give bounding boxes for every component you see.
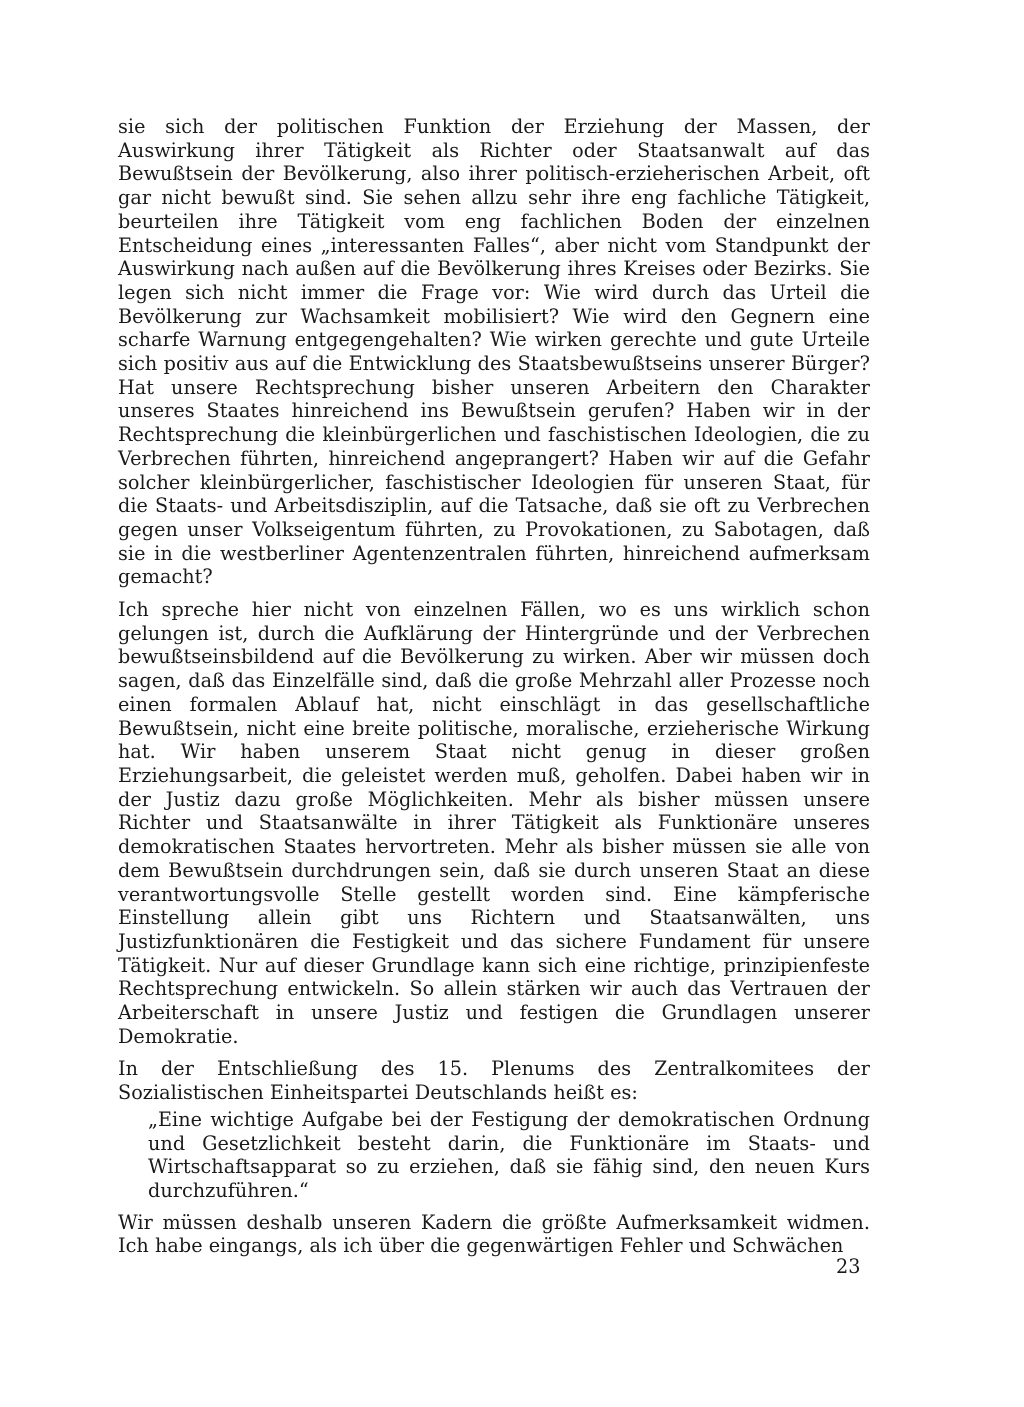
paragraph-2: Ich spreche hier nicht von einzelnen Fällen, wo es uns wirklich schon gelungen ist, durch die Aufklärung der Hintergründe und der Verbrechen bewußtseinsbildend auf die Bevölkerung zu wirken. Aber wir müssen doch sagen, daß das Einzelfälle sind, daß die große Mehrzahl aller Prozesse noch einen formalen Ablauf hat, nicht einschlägt in das gesellschaftliche Bewußtsein, nicht eine breite politische, moralische, erzieherische Wirkung hat. Wir haben unserem Staat nicht genug in dieser großen Erziehungsarbeit, die geleistet werden muß, geholfen. Dabei haben wir in der Justiz dazu große Möglichkeiten. Mehr als bisher müssen unsere Richter und Staatsanwälte in ihrer Tätigkeit als Funktionäre unseres demokratischen Staates hervortreten. Mehr als bisher müssen sie alle von dem Bewußtsein durchdrungen sein, daß sie durch unseren Staat an diese verantwortungsvolle Stelle gestellt worden sind. Eine kämpferische Einstellung allein gibt uns Richtern und Staatsanwälten, uns Justizfunktionären die Festigkeit und das sichere Fundament für unsere Tätigkeit. Nur auf dieser Grundlage kann sich eine richtige, prinzipienfeste Rechtsprechung entwickeln. So allein stärken wir auch das Vertrauen der Arbeiterschaft in unsere Justiz und festigen die Grundlagen unserer Demokratie. bbox=[118, 598, 870, 1048]
body-text bbox=[118, 115, 870, 1258]
paragraph-4: Wir müssen deshalb unseren Kadern die größte Aufmerksamkeit widmen. Ich habe eingangs, als ich über die gegenwärtigen Fehler und Schwächen bbox=[118, 1210, 870, 1258]
paragraph-1: sie sich der politischen Funktion der Erziehung der Massen, der Auswirkung ihrer Tätigkeit als Richter oder Staatsanwalt auf das Bewußtsein der Bevölkerung, also ihrer politisch-erzieherischen Arbeit, oft gar nicht bewußt sind. Sie sehen allzu sehr ihre eng fachliche Tätigkeit, beurteilen ihre Tätigkeit vom eng fachlichen Boden der einzelnen Entscheidung eines „interessanten Falles“, aber nicht vom Standpunkt der Auswirkung nach außen auf die Bevölkerung ihres Kreises oder Bezirks. Sie legen sich nicht immer die Frage vor: Wie wird durch das Urteil die Bevölkerung zur Wachsamkeit mobilisiert? Wie wird den Gegnern eine scharfe Warnung entgegengehalten? Wie wirken gerechte und gute Urteile sich positiv aus auf die Entwicklung des Staatsbewußtseins unserer Bürger? Hat unsere Rechtsprechung bisher unseren Arbeitern den Charakter unseres Staates hinreichend ins Bewußtsein gerufen? Haben wir in der Rechtsprechung die kleinbürgerlichen und faschistischen Ideologien, die zu Verbrechen führten, hinreichend angeprangert? Haben wir auf die Gefahr solcher kleinbürgerlicher, faschistischer Ideologien für unseren Staat, für die Staats- und Arbeitsdisziplin, auf die Tatsache, daß sie oft zu Verbrechen gegen unser Volkseigentum führten, zu Provokationen, zu Sabotagen, daß sie in die westberliner Agentenzentralen führten, hinreichend aufmerksam gemacht? bbox=[118, 115, 870, 589]
paragraph-3: In der Entschließung des 15. Plenums des Zentralkomitees der Sozialistischen Einheitspartei Deutschlands heißt es: bbox=[118, 1057, 870, 1105]
block-quote: „Eine wichtige Aufgabe bei der Festigung der demokratischen Ordnung und Gesetzlichkeit besteht darin, die Funktionäre im Staats- und Wirtschaftsapparat so zu erziehen, daß sie fähig sind, den neuen Kurs durchzuführen.“ bbox=[148, 1107, 870, 1202]
page-number: 23 bbox=[836, 1255, 861, 1278]
